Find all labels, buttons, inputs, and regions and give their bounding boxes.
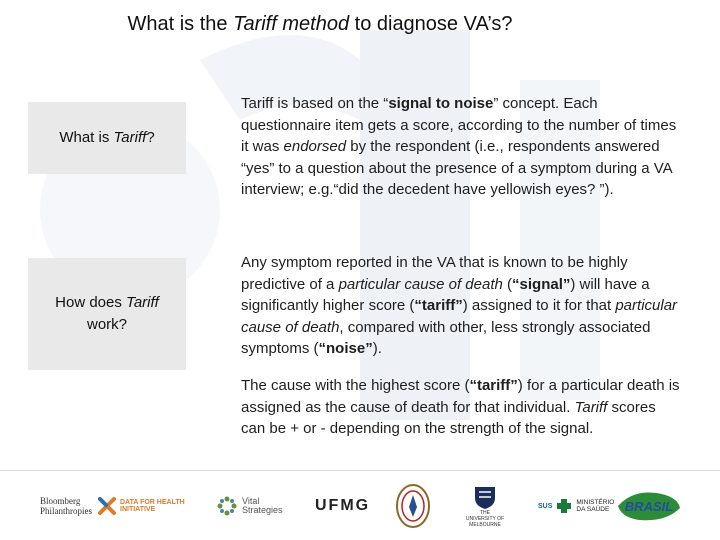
brasil-logo	[616, 478, 682, 534]
brasil-logo-graphic	[616, 486, 682, 526]
sus-ministerio-saude-logo	[538, 478, 618, 534]
vital-strategies-icon	[216, 495, 238, 517]
question-box-what-is-tariff	[28, 102, 186, 174]
d4h-logo-text: DATA FOR HEALTH INITIATIVE	[120, 498, 185, 513]
answer-paragraph-1: Tariff is based on the “signal to noise” concept. Each questionnaire item gets a score, according to the number of times it was endorsed by the respondent (i.e., respondents answered “yes” to a question about the presence of a symptom during a VA interview; e.g.“did the decedent have yellowish eyes? ”).	[241, 95, 677, 198]
brasil-logo-text: BRASIL	[624, 499, 674, 514]
melbourne-logo-text: THE UNIVERSITY OF MELBOURNE	[465, 510, 505, 528]
question-label: How does Tariff work?	[55, 294, 159, 333]
ufmg-logo-text: UFMG	[315, 497, 371, 514]
answer-paragraph-2: Any symptom reported in the VA that is known to be highly predictive of a particular cause of death (“signal”) will have a significantly higher score (“tariff”) assigned to it for that particular cause of death, compared with other, less strongly associated symptoms (“noise”).	[241, 254, 678, 357]
data-for-health-logo	[98, 478, 198, 534]
partner-logos	[0, 478, 720, 534]
vital-strategies-logo	[216, 478, 282, 534]
ufmg-logo	[315, 478, 370, 534]
seal-icon	[395, 483, 431, 529]
bloomberg-logo-text: Bloomberg Philanthropies	[40, 496, 92, 516]
university-seal-logo	[395, 478, 431, 534]
vital-logo-text: Vital Strategies	[242, 495, 283, 515]
sus-text: SUS	[538, 502, 553, 510]
question-box-how-does-tariff-work	[28, 258, 186, 370]
question-label: What is Tariff?	[59, 129, 155, 146]
answer-paragraph-3: The cause with the highest score (“tariff”) for a particular death is assigned as the cause of death for that individual. Tariff scores can be + or - depending on the strength of the signal.	[241, 377, 680, 437]
bloomberg-philanthropies-logo	[40, 478, 96, 534]
logo-divider	[0, 470, 720, 471]
university-of-melbourne-logo	[465, 478, 505, 534]
ministerio-text: MINISTÉRIO DA SAÚDE	[576, 499, 615, 513]
melbourne-crest-icon	[472, 484, 498, 510]
data-for-health-icon	[98, 497, 116, 515]
slide-title: What is the Tariff method to diagnose VA’s?	[127, 13, 513, 35]
health-cross-icon	[556, 498, 572, 514]
